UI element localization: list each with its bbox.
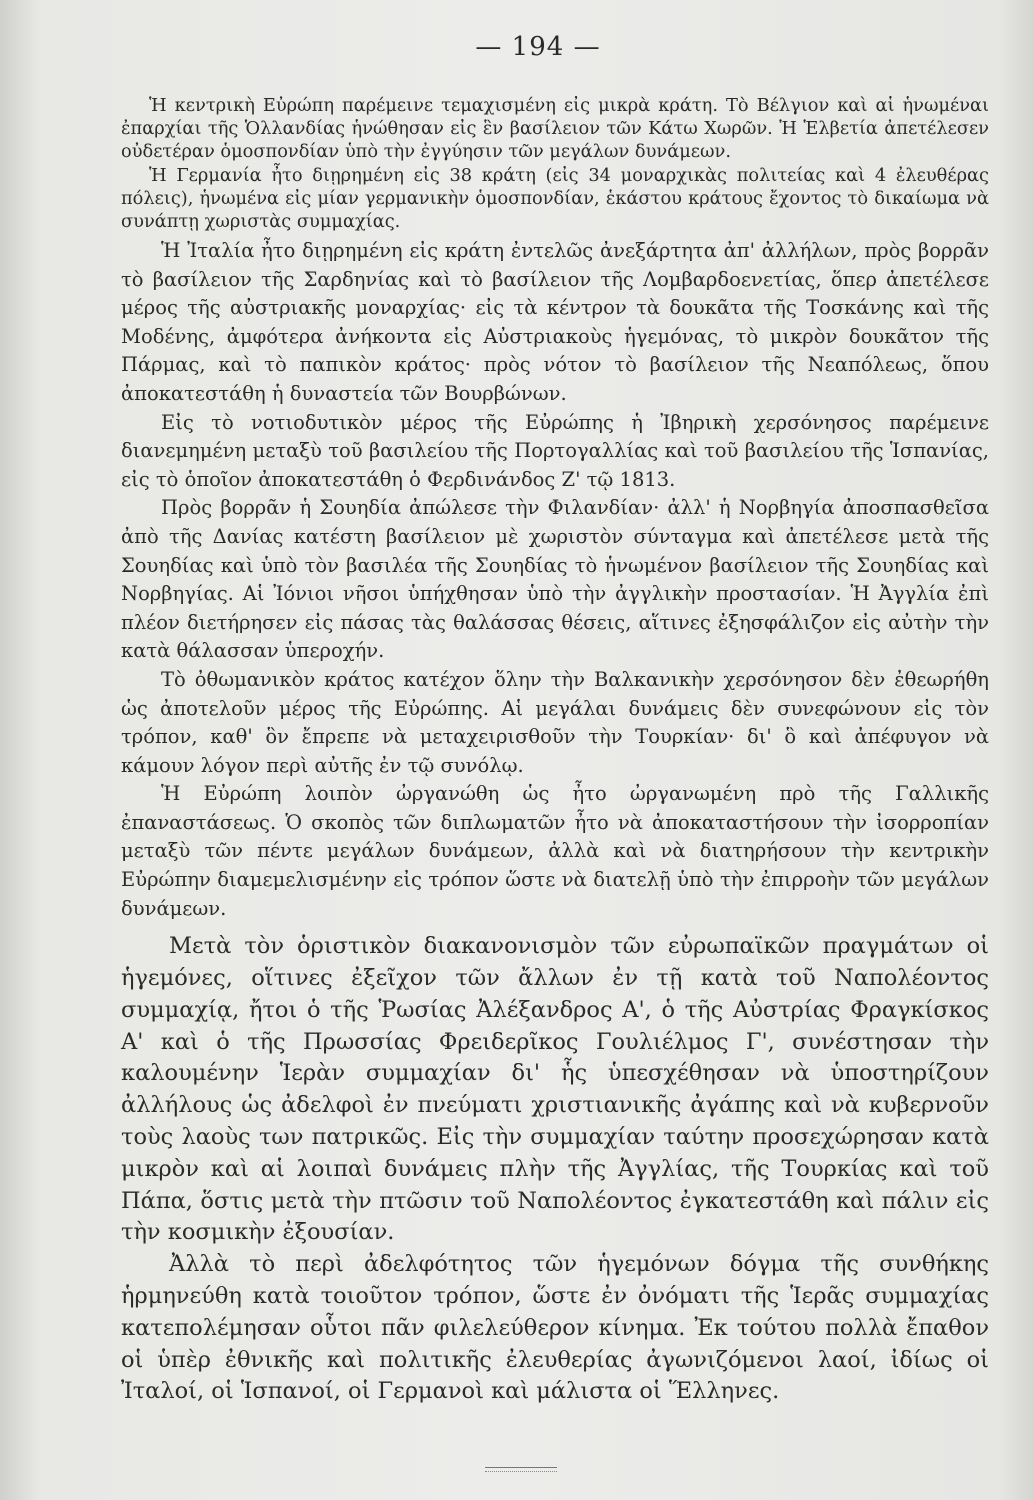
medium-print-section — [121, 237, 989, 923]
paragraph-north: Πρὸς βορρᾶν ἡ Σουηδία ἀπώλεσε τὴν Φιλανδίαν· ἀλλ' ἡ Νορβηγία ἀποσπασθεῖσα ἀπὸ τῆς Δανίας κατέστη βασίλειον μὲ χωριστὸν σύνταγμα καὶ ἀπετέλεσε μετὰ τῆς Σουηδίας καὶ ὑπὸ τὸν βασιλέα τῆς Σουηδίας τὸ ἡνωμένον βασίλειον τῆς Σουηδίας καὶ Νορβηγίας. Αἱ Ἰόνιοι νῆσοι ὑπήχθησαν ὑπὸ τὴν ἀγγλικὴν προστασίαν. Ἡ Ἀγγλία ἐπὶ πλέον διετήρησεν εἰς πάσας τὰς θαλάσσας θέσεις, αἵτινες ἐξησφάλιζον εἰς αὐτὴν τὴν κατὰ θάλασσαν ὑπεροχήν. — [121, 496, 989, 663]
page-number: — 194 — — [475, 32, 601, 62]
paragraph-ottoman: Τὸ ὀθωμανικὸν κράτος κατέχον ὅλην τὴν Βαλκανικὴν χερσόνησον δὲν ἐθεωρήθη ὡς ἀποτελοῦν μέρος τῆς Εὐρώπης. Αἱ μεγάλαι δυνάμεις δὲν συνεφώνουν εἰς τὸν τρόπον, καθ' ὃν ἔπρεπε νὰ μεταχειρισθοῦν τὴν Τουρκίαν· δι' ὃ καὶ ἀπέφυγον νὰ κάμουν λόγον περὶ αὐτῆς ἐν τῷ συνόλῳ. — [121, 667, 989, 777]
paragraph-central-europe: Ἡ κεντρικὴ Εὐρώπη παρέμεινε τεμαχισμένη εἰς μικρὰ κράτη. Τὸ Βέλγιον καὶ αἱ ἡνωμέναι ἐπαρχίαι τῆς Ὁλλανδίας ἡνώθησαν εἰς ἓν βασίλειον τῶν Κάτω Χωρῶν. Ἡ Ἑλβετία ἀπετέλεσεν οὐδετέραν ὁμοσπονδίαν ὑπὸ τὴν ἐγγύησιν τῶν μεγάλων δυνάμεων. — [121, 95, 989, 162]
section-end-rule — [485, 1467, 557, 1468]
paragraph-germany: Ἡ Γερμανία ἦτο διῃρημένη εἰς 38 κράτη (εἰς 34 μοναρχικὰς πολιτείας καὶ 4 ἐλευθέρας πόλεις), ἡνωμένα εἰς μίαν γερμανικὴν ὁμοσπονδίαν, ἑκάστου κράτους ἔχοντος τὸ δικαίωμα νὰ συνάπτῃ χωριστὰς συμμαχίας. — [121, 165, 989, 232]
large-print-section — [121, 931, 989, 1408]
paragraph-italy: Ἡ Ἰταλία ἦτο διῃρημένη εἰς κράτη ἐντελῶς ἀνεξάρτητα ἀπ' ἀλλήλων, πρὸς βορρᾶν τὸ βασίλειον τῆς Σαρδηνίας καὶ τὸ βασίλειον τῆς Λομβαρδοενετίας, ὅπερ ἀπετέλεσε μέρος τῆς αὐστριακῆς μοναρχίας· εἰς τὰ κέντρον τὰ δουκᾶτα τῆς Τοσκάνης καὶ τῆς Μοδένης, ἀμφότερα ἀνήκοντα εἰς Αὐστριακοὺς ἡγεμόνας, τὸ μικρὸν δουκᾶτον τῆς Πάρμας, καὶ τὸ παπικὸν κράτος· πρὸς νότον τὸ βασίλειον τῆς Νεαπόλεως, ὅπου ἀποκατεστάθη ἡ δυναστεία τῶν Βουρβώνων. — [121, 239, 989, 405]
paragraph-iberia: Εἰς τὸ νοτιοδυτικὸν μέρος τῆς Εὐρώπης ἡ Ἰβηρικὴ χερσόνησος παρέμεινε διανεμημένη μεταξὺ τοῦ βασιλείου τῆς Πορτογαλλίας καὶ τοῦ βασιλείου τῆς Ἱσπανίας, εἰς τὸ ὁποῖον ἀποκατεστάθη ὁ Φερδινάνδος Ζ' τῷ 1813. — [121, 410, 989, 491]
paragraph-brotherhood: Ἀλλὰ τὸ περὶ ἀδελφότητος τῶν ἡγεμόνων δόγμα τῆς συνθήκης ἡρμηνεύθη κατὰ τοιοῦτον τρόπον, ὥστε ἐν ὀνόματι τῆς Ἱερᾶς συμμαχίας κατεπολέμησαν οὗτοι πᾶν φιλελεύθερον κίνημα. Ἐκ τούτου πολλὰ ἔπαθον οἱ ὑπὲρ ἐθνικῆς καὶ πολιτικῆς ἐλευθερίας ἀγωνιζόμενοι λαοί, ἰδίως οἱ Ἰταλοί, οἱ Ἱσπανοί, οἱ Γερμανοὶ καὶ μάλιστα οἱ Ἕλληνες. — [121, 1251, 989, 1405]
small-print-section — [121, 94, 989, 233]
page-body — [121, 94, 989, 1408]
paragraph-holy-alliance: Μετὰ τὸν ὁριστικὸν διακανονισμὸν τῶν εὐρωπαϊκῶν πραγμάτων οἱ ἡγεμόνες, οἵτινες ἐξεῖχον τῶν ἄλλων ἐν τῇ κατὰ τοῦ Ναπολέοντος συμμαχίᾳ, ἤτοι ὁ τῆς Ῥωσίας Ἀλέξανδρος Α', ὁ τῆς Αὐστρίας Φραγκίσκος Α' καὶ ὁ τῆς Πρωσσίας Φρειδερῖκος Γουλιέλμος Γ', συνέστησαν τὴν καλουμένην Ἱερὰν συμμαχίαν δι' ἧς ὑπεσχέθησαν νὰ ὑποστηρίζουν ἀλλήλους ὡς ἀδελφοὶ ἐν πνεύματι χριστιανικῆς ἀγάπης καὶ νὰ κυβερνοῦν τοὺς λαοὺς των πατρικῶς. Εἰς τὴν συμμαχίαν ταύτην προσεχώρησαν κατὰ μικρὸν καὶ αἱ λοιπαὶ δυνάμεις πλὴν τῆς Ἀγγλίας, τῆς Τουρκίας καὶ τοῦ Πάπα, ὅστις μετὰ τὴν πτῶσιν τοῦ Ναπολέοντος ἐγκατεστάθη καὶ πάλιν εἰς τὴν κοσμικὴν ἐξουσίαν. — [121, 933, 989, 1246]
paragraph-organization: Ἡ Εὐρώπη λοιπὸν ὠργανώθη ὡς ἦτο ὠργανωμένη πρὸ τῆς Γαλλικῆς ἐπαναστάσεως. Ὁ σκοπὸς τῶν διπλωματῶν ἦτο νὰ ἀποκαταστήσουν τὴν ἰσορροπίαν μεταξὺ τῶν πέντε μεγάλων δυνάμεων, ἀλλὰ καὶ νὰ διατηρήσουν τὴν κεντρικὴν Εὐρώπην διαμεμελισμένην εἰς τρόπον ὥστε νὰ διατελῇ ὑπὸ τὴν ἐπιρροὴν τῶν μεγάλων δυνάμεων. — [121, 782, 989, 920]
